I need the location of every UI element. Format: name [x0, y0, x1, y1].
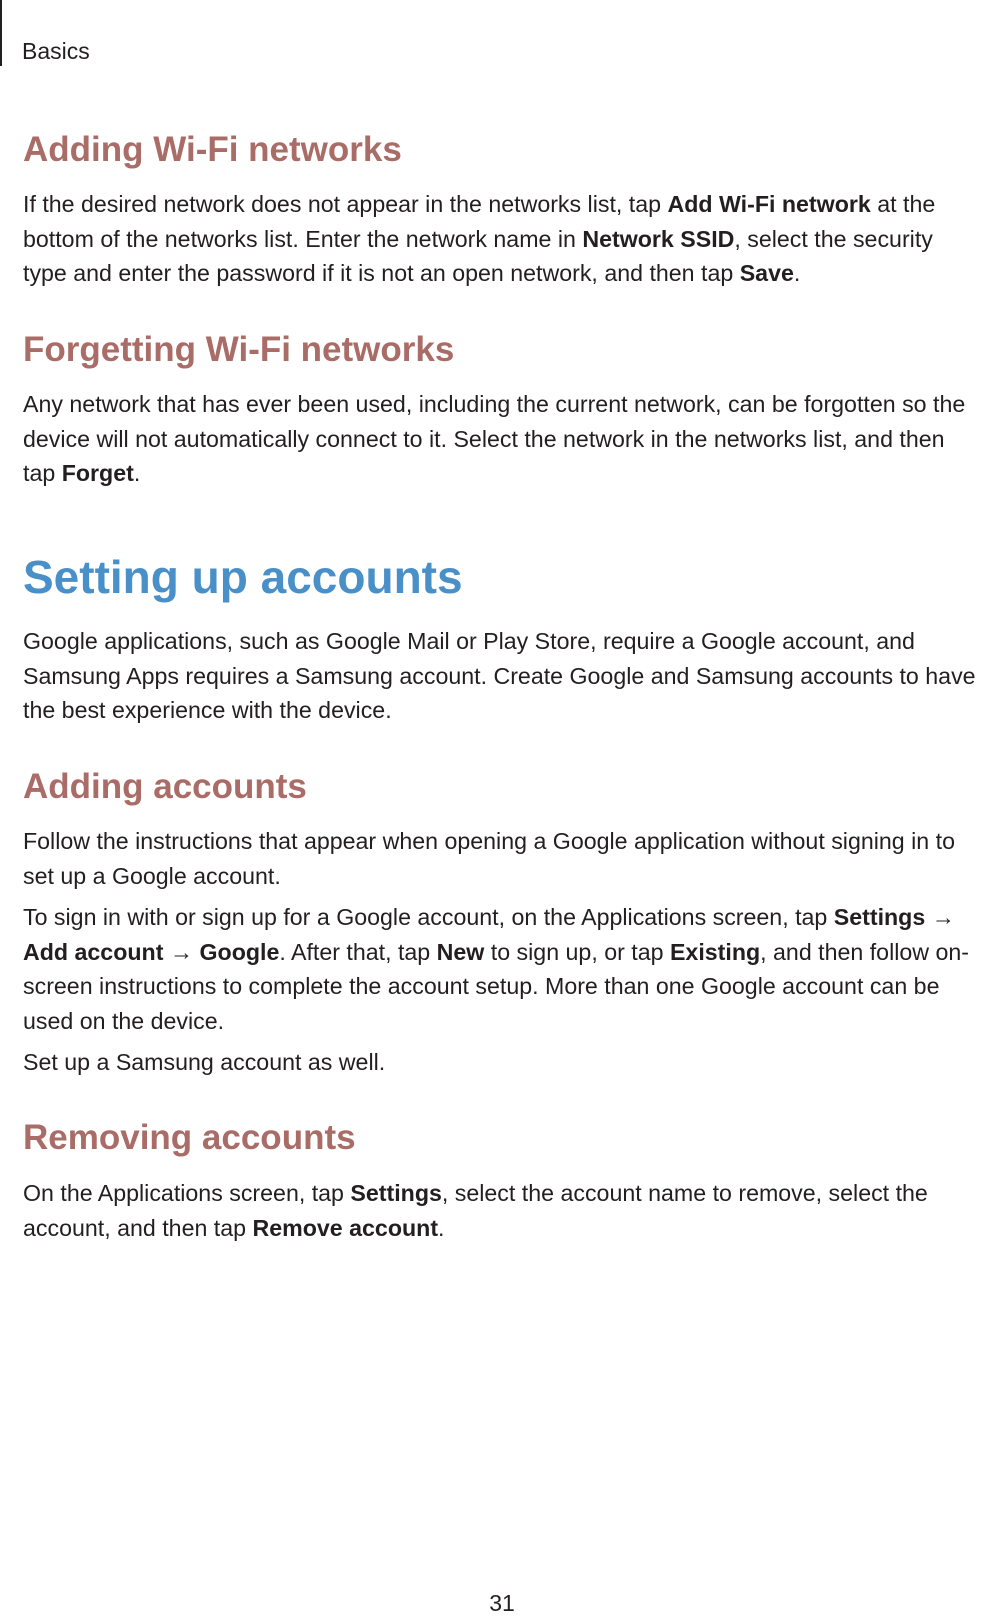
heading-adding-accounts: Adding accounts — [23, 767, 307, 806]
heading-forgetting-wifi: Forgetting Wi-Fi networks — [23, 330, 455, 369]
term-save: Save — [739, 260, 794, 286]
para-adding-wifi: If the desired network does not appear in the networks list, tap Add Wi-Fi network at the bottom of the networks list. Enter the network name in Network SSID, select the security type and enter the password if it is not an open network, and then tap Save. — [23, 191, 936, 286]
term-new: New — [436, 938, 485, 965]
header-rule — [0, 0, 2, 66]
term-network-ssid: Network SSID — [582, 225, 735, 252]
header-section-title: Basics — [22, 38, 90, 64]
para-accounts-intro: Google applications, such as Google Mail or Play Store, require a Google account, and Samsung Apps requires a Samsung account. Create Google and Samsung accounts to have the best experience with the device. — [23, 628, 976, 723]
term-add-wifi-network: Add Wi-Fi network — [667, 191, 871, 217]
term-existing: Existing — [669, 938, 761, 965]
heading-setting-up-accounts: Setting up accounts — [23, 551, 463, 603]
para-adding-accounts-2: To sign in with or sign up for a Google account, on the Applications screen, tap Settings → Add account → Google. After that, tap New to sign up, or tap Existing, and then follow on-screen instructions to complete the account setup. More than one Google account can be used on the device. — [23, 904, 969, 1034]
term-settings: Settings — [833, 904, 926, 930]
heading-adding-wifi: Adding Wi-Fi networks — [23, 130, 402, 169]
para-forgetting-wifi: Any network that has ever been used, including the current network, can be forgotten so the device will not automatically connect to it. Select the network in the networks list, and then tap Forget. — [23, 391, 966, 486]
term-add-account: Add account — [23, 938, 164, 965]
para-removing-accounts: On the Applications screen, tap Settings, select the account name to remove, select the account, and then tap Remove account. — [23, 1180, 928, 1241]
para-adding-accounts-3: Set up a Samsung account as well. — [23, 1049, 386, 1075]
arrow-icon: → — [163, 938, 200, 965]
arrow-icon: → — [925, 904, 955, 930]
page-number: 31 — [489, 1590, 515, 1616]
term-google: Google — [199, 938, 280, 965]
para-adding-accounts-1: Follow the instructions that appear when opening a Google application without signing in to set up a Google account. — [23, 828, 955, 889]
term-settings: Settings — [350, 1180, 442, 1206]
term-forget: Forget — [61, 460, 134, 486]
heading-removing-accounts: Removing accounts — [23, 1118, 356, 1157]
term-remove-account: Remove account — [252, 1214, 439, 1241]
